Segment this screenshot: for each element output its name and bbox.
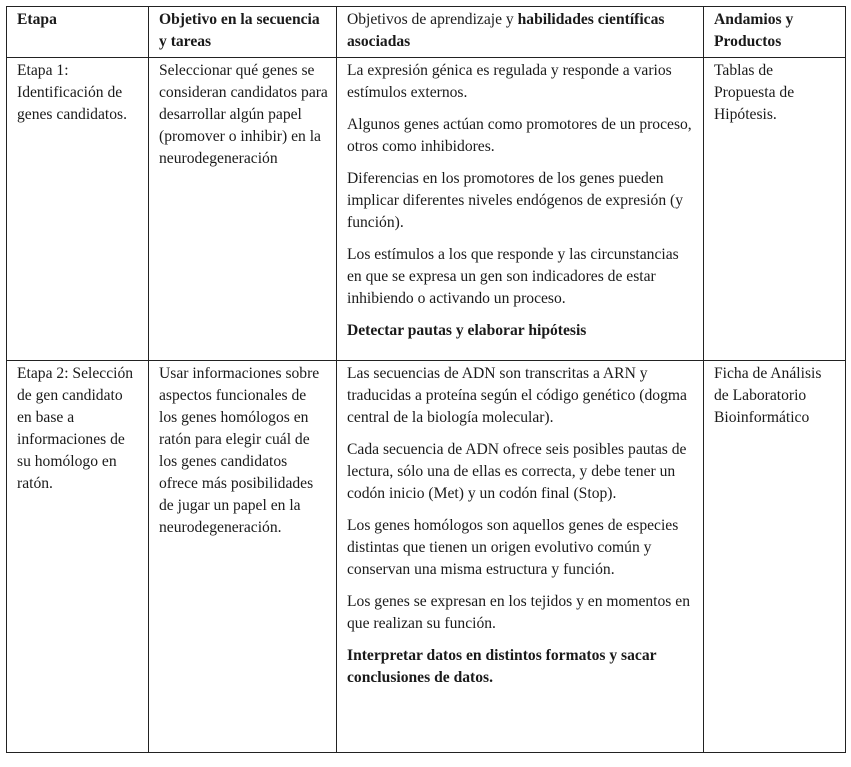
header-learning <box>337 7 704 58</box>
learning-item: Los genes se expresan en los tejidos y en momentos en que realizan su función. <box>347 593 690 632</box>
objective-cell: Seleccionar qué genes se consideran candidatos para desarrollar algún papel (promover o inhibir) en la neurodegeneración <box>149 58 337 361</box>
learning-item: Algunos genes actúan como promotores de un proceso, otros como inhibidores. <box>347 116 692 155</box>
table-row <box>7 361 846 753</box>
header-stage: Etapa <box>7 7 149 58</box>
learning-item: Cada secuencia de ADN ofrece seis posibles pautas de lectura, sólo una de ellas es correcta, y debe tener un codón inicio (Met) y un codón final (Stop). <box>347 441 687 502</box>
learning-item: Diferencias en los promotores de los genes pueden implicar diferentes niveles endógenos de expresión (y función). <box>347 170 684 231</box>
learning-item: La expresión génica es regulada y responde a varios estímulos externos. <box>347 62 672 101</box>
stage-cell: Etapa 2: Selección de gen candidato en base a informaciones de su homólogo en ratón. <box>7 361 149 753</box>
table-row <box>7 58 846 361</box>
learning-cell <box>337 361 704 753</box>
learning-cell <box>337 58 704 361</box>
skill-label: Detectar pautas y elaborar hipótesis <box>347 322 587 339</box>
learning-item: Las secuencias de ADN son transcritas a ARN y traducidas a proteína según el código genético (dogma central de la biología molecular). <box>347 365 687 426</box>
stages-table <box>6 6 846 753</box>
scaffolds-cell: Tablas de Propuesta de Hipótesis. <box>704 58 846 361</box>
skill-label: Interpretar datos en distintos formatos y sacar conclusiones de datos. <box>347 647 657 686</box>
header-objective: Objetivo en la secuencia y tareas <box>149 7 337 58</box>
header-learning-bold: habilidades científicas asociadas <box>347 11 665 50</box>
learning-item: Los estímulos a los que responde y las circunstancias en que se expresa un gen son indicadores de estar inhibiendo o activando un proceso. <box>347 246 679 307</box>
header-row <box>7 7 846 58</box>
header-learning-plain: Objetivos de aprendizaje y <box>347 11 518 28</box>
header-scaffolds: Andamios y Productos <box>704 7 846 58</box>
scaffolds-cell: Ficha de Análisis de Laboratorio Bioinformático <box>704 361 846 753</box>
stage-cell: Etapa 1: Identificación de genes candidatos. <box>7 58 149 361</box>
learning-item: Los genes homólogos son aquellos genes de especies distintas que tienen un origen evolutivo común y conservan una misma estructura y función. <box>347 517 679 578</box>
objective-cell: Usar informaciones sobre aspectos funcionales de los genes homólogos en ratón para elegir cuál de los genes candidatos ofrece más posibilidades de jugar un papel en la neurodegeneración. <box>149 361 337 753</box>
